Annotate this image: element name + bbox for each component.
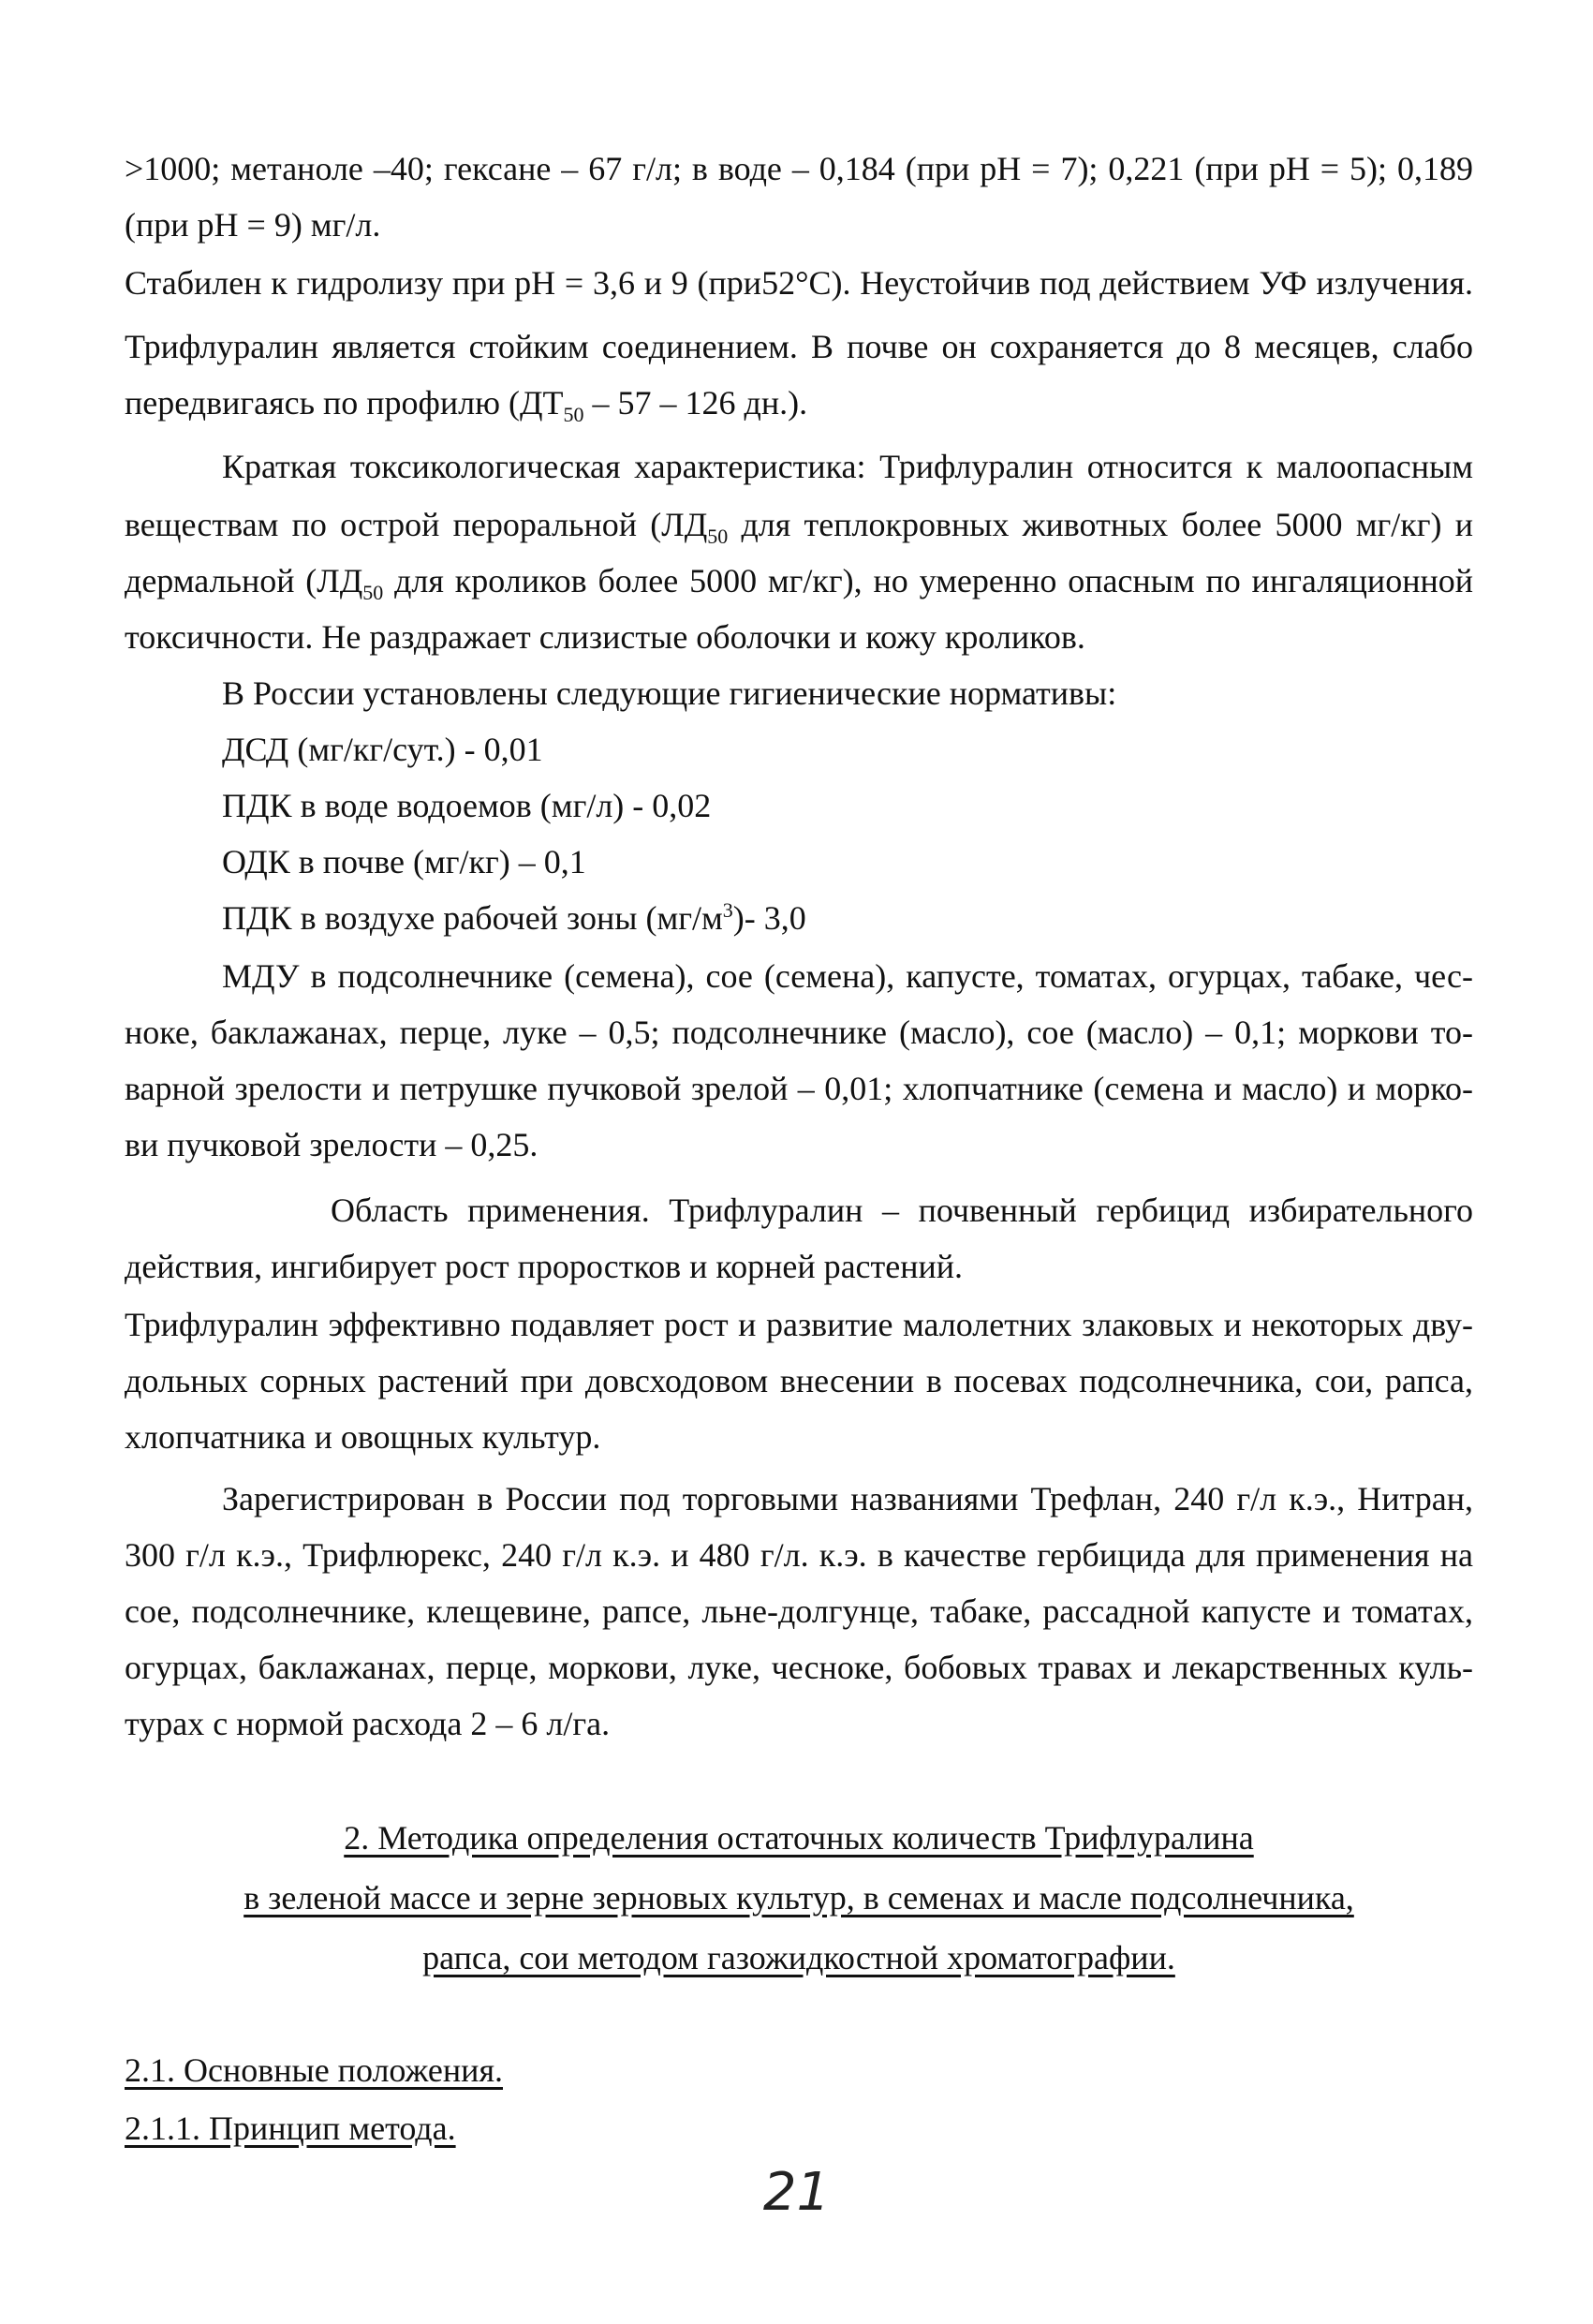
paragraph-line: >1000; метаноле –40; гексане – 67 г/л; в воде – 0,184 (при pH = 7); 0,221 (при pH = 5); 0,189 [125, 150, 1473, 187]
paragraph-line: дермальной ($ЛД_{50}$ для кроликов более 5000 мг/кг), но умеренно опасным по ингаляционной [125, 562, 1473, 605]
paragraph-line: сое, подсолнечнике, клещевине, рапсе, льне-долгунце, табаке, рассадной капусте и томатах, [125, 1592, 1473, 1630]
subsection-title: 2.1.1. Принцип метода. [125, 2109, 456, 2147]
paragraph-line: токсичности. Не раздражает слизистые оболочки и кожу кроликов. [125, 618, 1085, 656]
paragraph-line: Зарегистрирован в России под торговыми названиями Трефлан, 240 г/л к.э., Нитран, [222, 1480, 1473, 1517]
paragraph-line: турах с нормой расхода 2 – 6 л/га. [125, 1705, 611, 1742]
paragraph-line: Трифлуралин эффективно подавляет рост и развитие малолетних злаковых и некоторых дву- [125, 1306, 1473, 1343]
norm-dsd: ДСД (мг/кг/сут.) - 0,01 [222, 731, 543, 768]
paragraph-line: варной зрелости и петрушке пучковой зрелой – 0,01; хлопчатнике (семена и масло) и морко- [125, 1070, 1473, 1107]
paragraph-line: 300 г/л к.э., Трифлюрекс, 240 г/л к.э. и 480 г/л. к.э. в качестве гербицида для применения на [125, 1536, 1473, 1574]
paragraph-line: Трифлуралин является стойким соединением. В почве он сохраняется до 8 месяцев, слабо [125, 328, 1473, 365]
paragraph-line: Стабилен к гидролизу при pH = 3,6 и 9 (при52°С). Неустойчив под действием УФ излучения. [125, 264, 1473, 302]
paragraph-line: МДУ в подсолнечнике (семена), сое (семена), капусте, томатах, огурцах, табаке, чес- [222, 957, 1473, 995]
page-number: 21 [762, 2162, 831, 2223]
paragraph-line: ви пучковой зрелости – 0,25. [125, 1126, 538, 1163]
section-heading: 2. Методика определения остаточных количеств Трифлуралина [344, 1819, 1254, 1857]
paragraph-line: хлопчатника и овощных культур. [125, 1418, 601, 1456]
paragraph-line: веществам по острой пероральной ($ЛД_{50}$ для теплокровных животных более 5000 мг/кг) и [125, 506, 1473, 549]
norm-pdk-air: ПДК в воздухе рабочей зоны $(мг/м^3)-$ 3,0 [222, 898, 806, 937]
paragraph-line: дольных сорных растений при довсходовом внесении в посевах подсолнечника, сои, рапса, [125, 1362, 1473, 1399]
paragraph-line: ноке, баклажанах, перце, луке – 0,5; подсолнечнике (масло), сое (масло) – 0,1; моркови то- [125, 1014, 1473, 1051]
paragraph-line: передвигаясь по профилю ($ДТ_{50} - 57 - 126$ дн.). [125, 384, 808, 427]
section-heading: рапса, сои методом газожидкостной хроматографии. [422, 1939, 1175, 1976]
section-heading: в зеленой массе и зерне зерновых культур, в семенах и масле подсолнечника, [243, 1879, 1354, 1917]
norm-pdk-water: ПДК в воде водоемов (мг/л) - 0,02 [222, 787, 712, 824]
subsection-title: 2.1. Основные положения. [125, 2051, 503, 2089]
norm-odk-soil: ОДК в почве (мг/кг) – 0,1 [222, 843, 586, 881]
paragraph-line: огурцах, баклажанах, перце, моркови, луке, чесноке, бобовых травах и лекарственных куль- [125, 1649, 1473, 1686]
paragraph-line: (при pH = 9) мг/л. [125, 206, 381, 244]
norms-intro: В России установлены следующие гигиенические нормативы: [222, 674, 1117, 712]
paragraph-line: действия, ингибирует рост проростков и корней растений. [125, 1248, 964, 1285]
paragraph-line: Краткая токсикологическая характеристика: Трифлуралин относится к малоопасным [222, 448, 1473, 485]
paragraph-line: Область применения. Трифлуралин – почвенный гербицид избирательного [331, 1192, 1473, 1229]
